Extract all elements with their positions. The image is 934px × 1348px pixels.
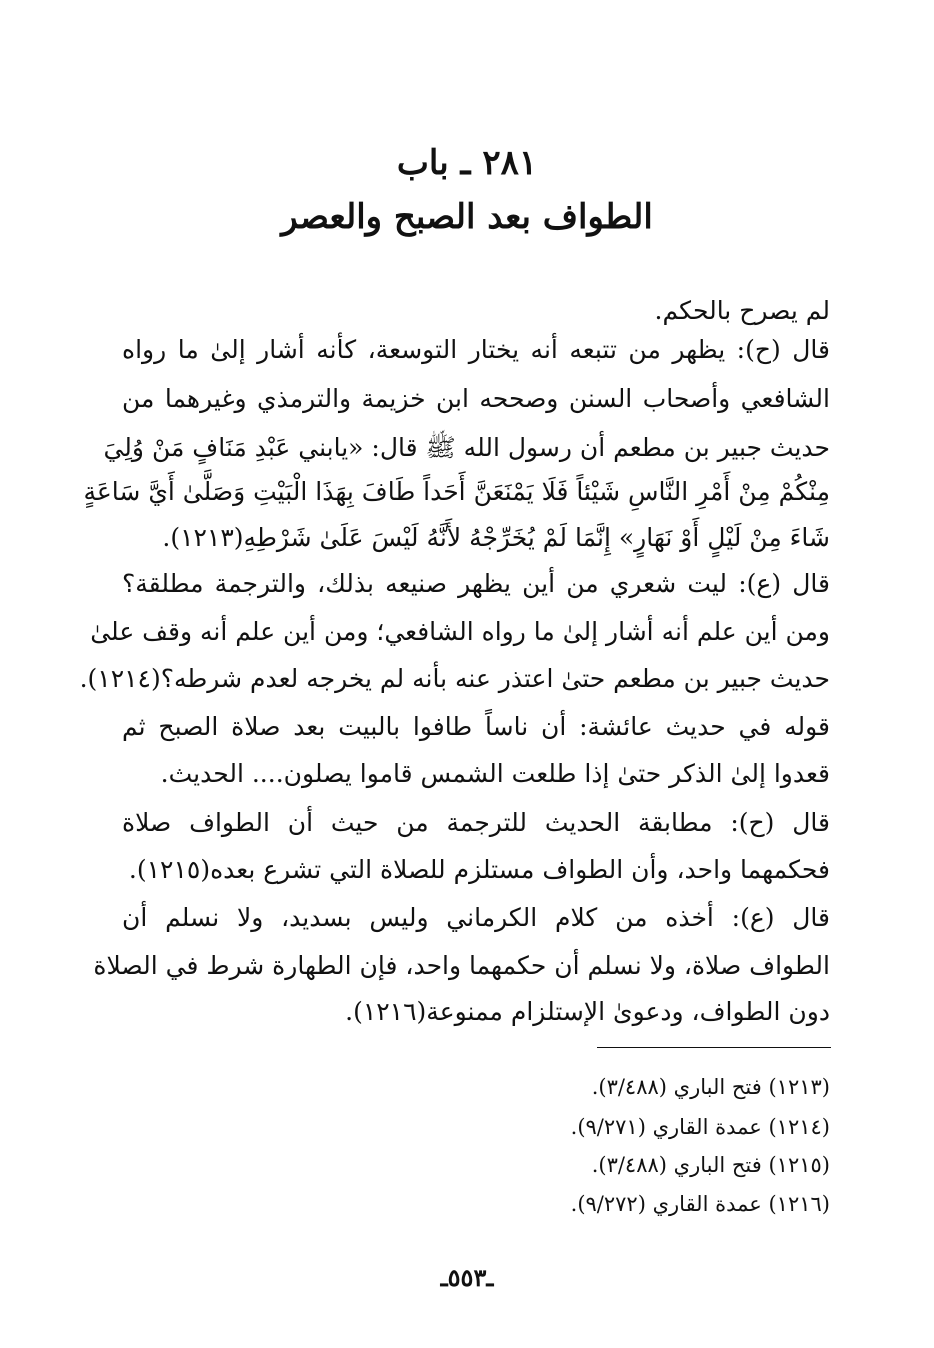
footnote: (١٢١٦) عمدة القاري (٩/٢٧٢). bbox=[570, 1192, 830, 1216]
body-line: قال (ح): يظهر من تتبعه أنه يختار التوسعة، كأنه أشار إلىٰ ما رواه bbox=[122, 335, 830, 364]
body-line: قال (ع): ليت شعري من أين يظهر صنيعه بذلك، والترجمة مطلقة؟ bbox=[122, 569, 830, 598]
footnote: (١٢١٣) فتح الباري (٣/٤٨٨). bbox=[591, 1075, 830, 1099]
footnote: (١٢١٥) فتح الباري (٣/٤٨٨). bbox=[591, 1153, 830, 1177]
page-number: ـ٥٥٣ـ bbox=[440, 1263, 494, 1292]
body-line: قال (ح): مطابقة الحديث للترجمة من حيث أن الطواف صلاة bbox=[122, 808, 830, 837]
body-line: حديث جبير بن مطعم أن رسول الله ﷺ قال: «يابني عَبْدِ مَنَافٍ مَنْ وُلِيَ bbox=[103, 433, 830, 462]
body-line: قعدوا إلىٰ الذكر حتىٰ إذا طلعت الشمس قاموا يصلون.... الحديث. bbox=[160, 759, 830, 788]
footnote-divider bbox=[597, 1047, 831, 1048]
footnote: (١٢١٤) عمدة القاري (٩/٢٧١). bbox=[570, 1115, 830, 1139]
chapter-number-heading: ٢٨١ ـ باب bbox=[396, 143, 538, 183]
chapter-title-heading: الطواف بعد الصبح والعصر bbox=[281, 197, 653, 237]
body-line: مِنْكُمْ مِنْ أَمْرِ النَّاسِ شَيْئاً فَلَا يَمْنَعَنَّ أَحَداً طَافَ بِهَذَا الْبَيْتِ وَصَلَّىٰ أَيَّ سَاعَةٍ bbox=[83, 477, 830, 506]
body-line: فحكمهما واحد، وأن الطواف مستلزم للصلاة التي تشرع بعده(١٢١٥). bbox=[128, 855, 830, 884]
body-line: الطواف صلاة، ولا نسلم أن حكمهما واحد، فإن الطهارة شرط في الصلاة bbox=[93, 951, 830, 980]
body-line: قال (ع): أخذه من كلام الكرماني وليس بسديد، ولا نسلم أن bbox=[122, 903, 830, 932]
body-line: دون الطواف، ودعوىٰ الإستلزام ممنوعة(١٢١٦). bbox=[345, 997, 830, 1026]
body-line: لم يصرح بالحكم. bbox=[654, 296, 830, 325]
body-line: قوله في حديث عائشة: أن ناساً طافوا بالبيت بعد صلاة الصبح ثم bbox=[122, 712, 830, 741]
body-line: ومن أين علم أنه أشار إلىٰ ما رواه الشافعي؛ ومن أين علم أنه وقف علىٰ bbox=[90, 617, 830, 646]
body-line: شَاءَ مِنْ لَيْلٍ أَوْ نَهَارٍ» إِنَّمَا لَمْ يُخَرِّجْهُ لأَنَّهُ لَيْسَ عَلَىٰ شَرْطِهِ(١٢١٣). bbox=[162, 523, 830, 552]
body-line: الشافعي وأصحاب السنن وصححه ابن خزيمة والترمذي وغيرهما من bbox=[122, 384, 830, 413]
body-line: حديث جبير بن مطعم حتىٰ اعتذر عنه بأنه لم يخرجه لعدم شرطه؟(١٢١٤). bbox=[79, 664, 830, 693]
